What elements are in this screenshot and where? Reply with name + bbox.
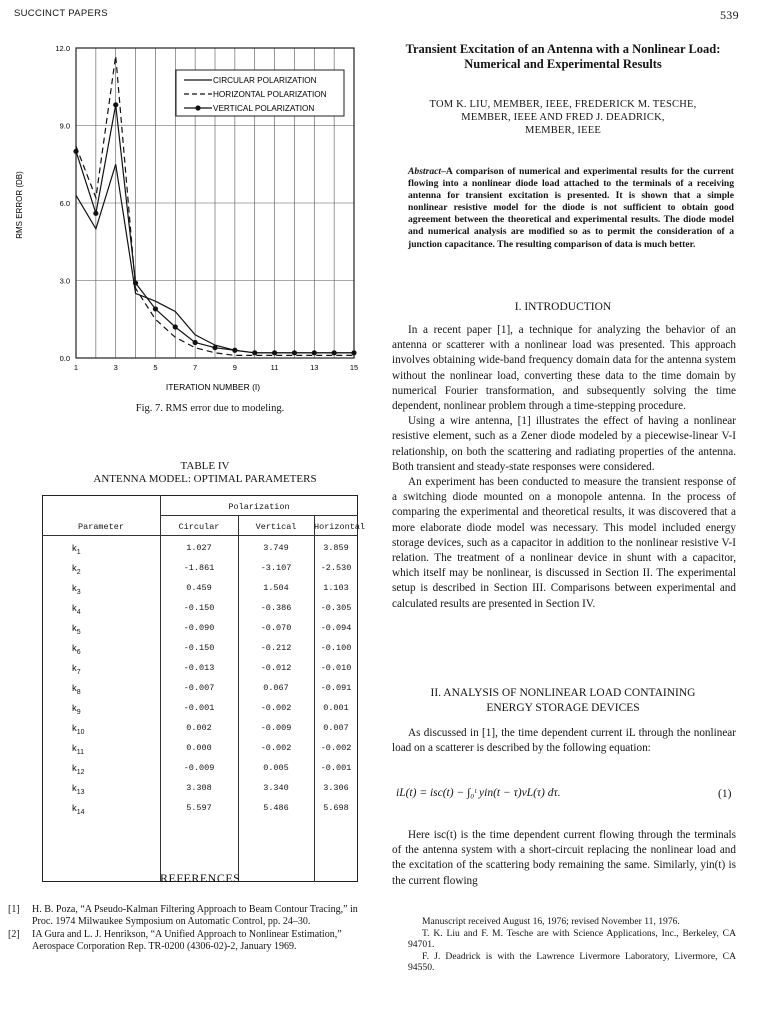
section-heading xyxy=(392,686,734,716)
table-cell-horizontal: -0.305 xyxy=(320,603,352,613)
references-list xyxy=(8,904,366,954)
parameter-name: $k_1$ xyxy=(72,543,81,556)
table-cell-vertical: -0.002 xyxy=(260,743,292,753)
parameter-name: $k_{13}$ xyxy=(72,783,85,796)
parameter-name: $k_4$ xyxy=(72,603,81,616)
table-cell-horizontal: 1.103 xyxy=(323,583,349,593)
parameter-name: $k_3$ xyxy=(72,583,81,596)
data-point xyxy=(312,350,317,355)
parameters-table xyxy=(42,495,366,882)
table-rule xyxy=(42,535,358,536)
section-body xyxy=(392,828,736,889)
table-row xyxy=(42,683,358,701)
section-body xyxy=(392,323,736,612)
table-cell-vertical: -0.386 xyxy=(260,603,292,613)
data-point xyxy=(73,149,78,154)
equation-number: (1) xyxy=(718,788,732,800)
data-point xyxy=(332,350,337,355)
paragraph: Here isc(t) is the time dependent current flowing through the terminals of the antenna system with a short-circuit replacing the nonlinear load and the excitation of the scattering body remaining the same. Similarly, yin(t) is the current flowing xyxy=(392,829,736,887)
table-row xyxy=(42,603,358,621)
table-cell-circular: -0.090 xyxy=(183,623,215,633)
legend-label: CIRCULAR POLARIZATION xyxy=(213,76,317,85)
table-cell-horizontal: -0.001 xyxy=(320,763,352,773)
table-cell-horizontal: -2.530 xyxy=(320,563,352,573)
table-cell-circular: 0.000 xyxy=(186,743,212,753)
table-cell-horizontal: -0.091 xyxy=(320,683,352,693)
authors-line: MEMBER, IEEE AND FRED J. DEADRICK, xyxy=(461,112,665,123)
x-tick-label: 5 xyxy=(153,363,158,372)
table-cell-circular: -0.001 xyxy=(183,703,215,713)
footnote: F. J. Deadrick is with the Lawrence Livermore Laboratory, Livermore, CA 94550. xyxy=(408,950,736,974)
abstract xyxy=(408,166,734,251)
x-tick-label: 1 xyxy=(73,363,79,372)
table-row xyxy=(42,703,358,721)
table-cell-circular: 3.308 xyxy=(186,783,212,793)
page-number: 539 xyxy=(720,8,739,22)
x-axis-label: ITERATION NUMBER (I) xyxy=(165,382,261,392)
table-cell-horizontal: 0.007 xyxy=(323,723,349,733)
legend-marker xyxy=(195,105,200,110)
parameter-name: $k_9$ xyxy=(72,703,81,716)
data-point xyxy=(93,211,98,216)
table-cell-circular: 0.459 xyxy=(186,583,212,593)
table-cell-vertical: -3.107 xyxy=(260,563,292,573)
data-point xyxy=(232,348,237,353)
table-cell-vertical: 0.067 xyxy=(263,683,289,693)
parameter-name: $k_6$ xyxy=(72,643,81,656)
section-heading: I. INTRODUCTION xyxy=(514,301,612,313)
section-heading-line: II. ANALYSIS OF NONLINEAR LOAD CONTAINING xyxy=(430,687,696,699)
table-row xyxy=(42,783,358,801)
paragraph: As discussed in [1], the time dependent current iL through the nonlinear load on a scatterer is described by the following equation: xyxy=(392,727,736,755)
x-tick-label: 3 xyxy=(113,363,118,372)
y-tick-label: 9.0 xyxy=(59,121,70,131)
equation: iL(t) = isc(t) − ∫₀ᵗ yin(t − τ)vL(τ) dτ. xyxy=(396,787,561,799)
parameter-name: $k_{14}$ xyxy=(72,803,85,816)
table-cell-horizontal: 3.859 xyxy=(323,543,349,553)
rms-error-chart xyxy=(8,40,380,396)
parameter-name: $k_{12}$ xyxy=(72,763,85,776)
reference-number: [1] xyxy=(8,904,20,915)
parameter-name: $k_2$ xyxy=(72,563,81,576)
table-cell-circular: 1.027 xyxy=(186,543,212,553)
parameter-name: $k_{11}$ xyxy=(72,743,85,756)
footnotes xyxy=(408,916,736,974)
data-point xyxy=(252,350,257,355)
y-tick-label: 3.0 xyxy=(59,276,70,286)
paper-title: Transient Excitation of an Antenna with a Nonlinear Load: Numerical and Experimental Results xyxy=(405,42,721,71)
table-header: Horizontal xyxy=(314,522,366,532)
x-tick-label: 9 xyxy=(232,363,237,372)
reference-number: [2] xyxy=(8,929,20,940)
running-header: SUCCINCT PAPERS xyxy=(14,8,108,19)
data-point xyxy=(173,324,178,329)
table-cell-horizontal: 0.001 xyxy=(323,703,349,713)
table-cell-horizontal: 5.698 xyxy=(323,803,349,813)
figure-caption: Fig. 7. RMS error due to modeling. xyxy=(135,403,285,414)
data-point xyxy=(153,306,158,311)
table-row xyxy=(42,543,358,561)
footnote: Manuscript received August 16, 1976; revised November 11, 1976. xyxy=(422,916,680,927)
table-cell-horizontal: -0.100 xyxy=(320,643,352,653)
table-cell-vertical: -0.002 xyxy=(260,703,292,713)
table-cell-circular: 0.002 xyxy=(186,723,212,733)
table-header: Vertical xyxy=(255,522,297,532)
table-cell-vertical: 5.486 xyxy=(263,803,289,813)
table-row xyxy=(42,803,358,821)
footnote: T. K. Liu and F. M. Tesche are with Science Applications, Inc., Berkeley, CA 94701. xyxy=(408,927,736,951)
reference-item xyxy=(8,929,366,953)
y-tick-label: 12.0 xyxy=(55,44,70,53)
authors-line: MEMBER, IEEE xyxy=(525,125,601,136)
y-tick-label: 6.0 xyxy=(59,199,70,208)
reference-text: IA Gura and L. J. Henrikson, “A Unified Approach to Nonlinear Estimation,” Aerospace Corporation Rep. TR-0200 (4306-02)-2, January 1969. xyxy=(32,929,342,952)
table-cell-horizontal: -0.010 xyxy=(320,663,352,673)
data-point xyxy=(351,350,356,355)
data-point xyxy=(212,345,217,350)
reference-item xyxy=(8,904,366,928)
parameter-name: $k_8$ xyxy=(72,683,81,696)
y-axis-label: RMS ERROR (DB) xyxy=(15,171,24,239)
table-cell-vertical: -0.070 xyxy=(260,623,292,633)
table-header: Parameter xyxy=(78,522,124,532)
x-tick-label: 13 xyxy=(310,363,319,372)
table-cell-circular: -0.150 xyxy=(183,603,215,613)
table-cell-vertical: 1.504 xyxy=(263,583,289,593)
paragraph: An experiment has been conducted to measure the transient response of a switching diode mounted on a monopole antenna. In the process of comparing the experimental and theoretical results, it was discovered that a more elaborate diode model was necessary. This model included energy storage devices, such as a capacitor in addition to the nonlinear resistive V-I relation. The treatment of a nonlinear device in shunt with a capacitor, which itself may be nonlinear, is discussed in Section II. The experimental setup is described in Section III. Comparisons between experimental and calculated results are presented in Section IV. xyxy=(392,476,736,610)
y-tick-label: 0.0 xyxy=(59,354,70,363)
section-body xyxy=(392,726,736,756)
table-group-header: Polarization xyxy=(228,502,290,512)
data-point xyxy=(133,280,138,285)
table-cell-circular: -0.009 xyxy=(183,763,215,773)
author-block xyxy=(392,98,734,137)
chart-legend xyxy=(176,70,344,116)
parameter-name: $k_5$ xyxy=(72,623,81,636)
table-cell-vertical: -0.009 xyxy=(260,723,292,733)
table-cell-horizontal: 3.306 xyxy=(323,783,349,793)
reference-text: H. B. Poza, “A Pseudo-Kalman Filtering Approach to Beam Contour Tracing,” in Proc. 1974 Milwaukee Symposium on Automatic Control, pp. 24–30. xyxy=(32,904,358,927)
table-cell-vertical: -0.212 xyxy=(260,643,292,653)
x-tick-label: 15 xyxy=(349,363,359,372)
table-cell-circular: 5.597 xyxy=(186,803,212,813)
table-row xyxy=(42,743,358,761)
table-row xyxy=(42,643,358,661)
table-cell-horizontal: -0.002 xyxy=(320,743,352,753)
table-rule xyxy=(160,515,358,516)
data-point xyxy=(272,350,277,355)
table-row xyxy=(42,763,358,781)
table-cell-vertical: 3.340 xyxy=(263,783,289,793)
parameter-name: $k_7$ xyxy=(72,663,81,676)
table-cell-vertical: -0.012 xyxy=(260,663,292,673)
table-cell-circular: -1.861 xyxy=(183,563,215,573)
table-number: TABLE IV xyxy=(180,460,230,472)
table-row xyxy=(42,623,358,641)
abstract-text: –A comparison of numerical and experimental results for the current flowing into a nonlinear diode load attached to the terminals of a receiving antenna for transient excitation is presented. It is shown that a simple nonlinear resistive model for the diode is not sufficient to obtain good agreement between the theoretical and experimental results. The diode model and numerical analysis are modified so as to permit the consideration of a junction capacitance. The resulting comparison of data is much better. xyxy=(408,166,734,250)
legend-label: VERTICAL POLARIZATION xyxy=(213,104,315,113)
data-point xyxy=(113,102,118,107)
table-cell-vertical: 0.005 xyxy=(263,763,289,773)
x-tick-label: 11 xyxy=(270,363,279,372)
table-cell-horizontal: -0.094 xyxy=(320,623,352,633)
table-row xyxy=(42,563,358,581)
table-row xyxy=(42,663,358,681)
x-tick-label: 7 xyxy=(193,363,198,372)
paragraph: Using a wire antenna, [1] illustrates the effect of having a nonlinear resistive element, such as a Zener diode modeled by a piecewise-linear V-I relationship, on both the scattering and radiating properties of the antenna. Both transient and steady-state responses were considered. xyxy=(392,415,736,473)
references-title: REFERENCES xyxy=(160,871,241,885)
data-point xyxy=(292,350,297,355)
table-cell-circular: -0.013 xyxy=(183,663,215,673)
authors-line: TOM K. LIU, MEMBER, IEEE, FREDERICK M. TESCHE, xyxy=(429,99,697,110)
table-cell-circular: -0.150 xyxy=(183,643,215,653)
section-heading-line: ENERGY STORAGE DEVICES xyxy=(486,702,640,714)
table-row xyxy=(42,583,358,601)
table-title xyxy=(60,460,350,486)
abstract-label: Abstract xyxy=(408,166,442,177)
table-caption: ANTENNA MODEL: OPTIMAL PARAMETERS xyxy=(93,473,317,485)
table-header: Circular xyxy=(178,522,220,532)
parameter-name: $k_{10}$ xyxy=(72,723,85,736)
table-row xyxy=(42,723,358,741)
legend-label: HORIZONTAL POLARIZATION xyxy=(213,90,327,99)
paragraph: In a recent paper [1], a technique for analyzing the behavior of an antenna or scatterer with a nonlinear load was presented. This approach involves obtaining wide-band frequency domain data for the antenna system without the nonlinear load, converting these data to the time domain by numerical Fourier transformation, and subsequently solving the time dependent, nonlinear problem through a time-stepping procedure. xyxy=(392,324,736,413)
table-cell-circular: -0.007 xyxy=(183,683,215,693)
table-cell-vertical: 3.749 xyxy=(263,543,289,553)
data-point xyxy=(193,340,198,345)
